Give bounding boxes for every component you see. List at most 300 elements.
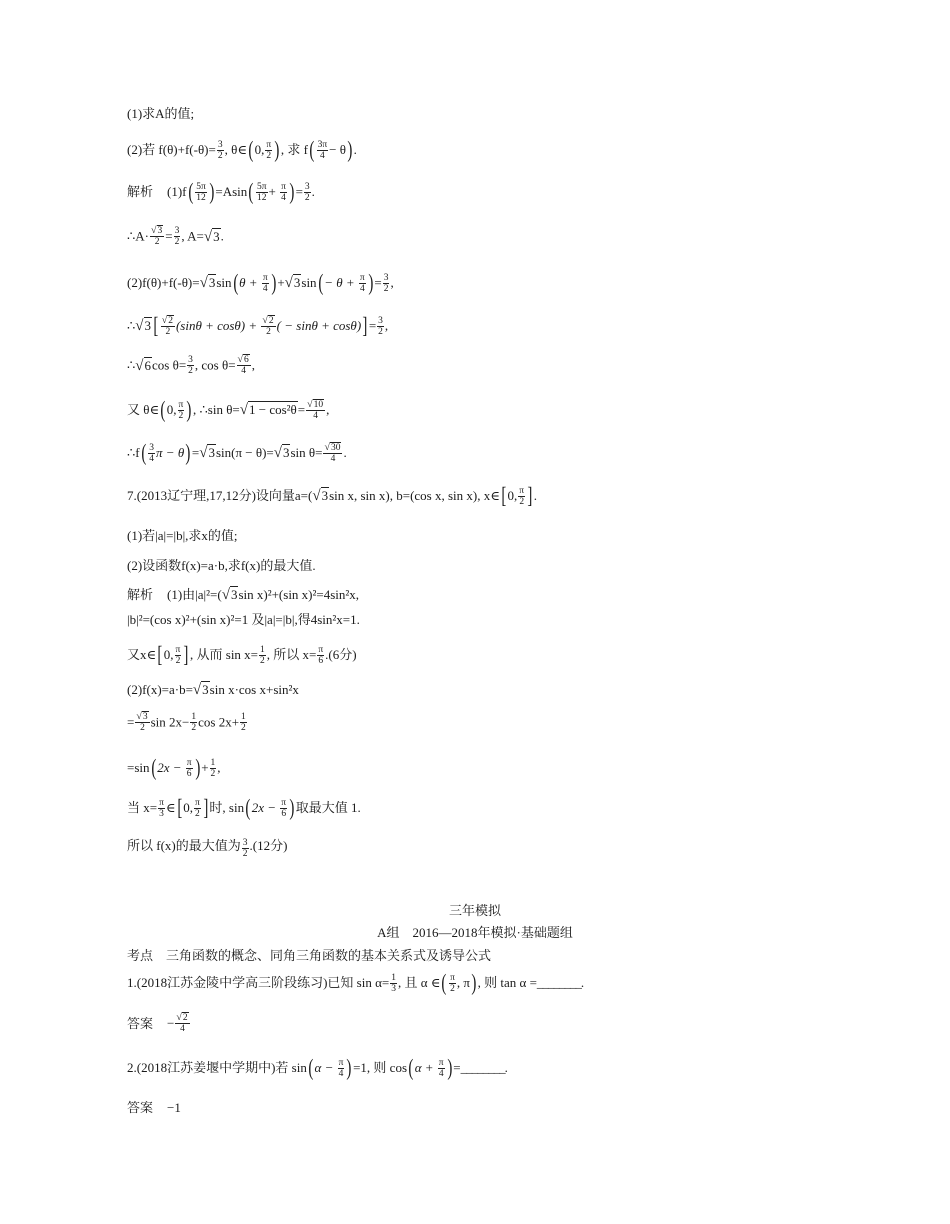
text-run: (2)若 f(θ)+f(-θ)=	[127, 142, 216, 157]
left-paren: (	[309, 137, 315, 162]
fraction	[317, 140, 329, 161]
text-run: , cos θ=	[194, 357, 236, 373]
p7-sol8	[127, 838, 287, 859]
radicand: 1 − cos²θ	[249, 402, 297, 417]
text-run: .	[533, 488, 538, 503]
radical-sign: √	[135, 357, 144, 374]
numerator: 3	[304, 181, 310, 192]
left-bracket: [	[157, 642, 163, 667]
text-run: , π	[456, 975, 470, 990]
text-run: sin 2x−	[150, 714, 190, 730]
text-run: α −	[314, 1060, 337, 1075]
fraction	[317, 645, 324, 666]
radical-sign: √	[176, 1012, 182, 1023]
numerator: π	[318, 644, 324, 655]
text-run: =	[374, 275, 382, 290]
numerator: π	[338, 1057, 344, 1068]
radical-sign: √	[151, 225, 157, 236]
left-paren: (	[187, 179, 193, 204]
text-run: .	[580, 975, 585, 990]
p7-part1: (1)若|a|=|b|,求x的值;	[127, 528, 238, 543]
text-run: , 从而 sin x=	[190, 647, 259, 662]
text-run: =	[191, 445, 200, 460]
fraction	[304, 182, 311, 203]
denominator: 2	[174, 237, 180, 247]
fraction	[259, 645, 266, 666]
text-run: =sin	[127, 760, 150, 775]
text-run: ,	[217, 760, 221, 775]
right-paren: )	[347, 137, 353, 162]
denominator: 2	[175, 655, 181, 666]
text-run: α +	[414, 1060, 437, 1075]
square-root	[204, 229, 221, 245]
right-paren: )	[446, 1055, 452, 1080]
numerator	[161, 316, 175, 326]
text-run: 7.(2013辽宁理,17,12分)设向量a=(	[127, 488, 313, 503]
left-paren: (	[248, 179, 254, 204]
square-root	[199, 445, 216, 461]
radical-sign: √	[135, 318, 144, 334]
p7-sol7	[127, 796, 361, 820]
fraction	[190, 712, 197, 733]
text-run: =1, 则 cos	[353, 1060, 408, 1075]
text-run: +	[201, 760, 209, 775]
p6-sol6	[127, 398, 329, 422]
text-run: .	[311, 184, 315, 199]
section-topic: 考点 三角函数的概念、同角三角函数的基本关系式及诱导公式	[127, 948, 492, 963]
denominator: 2	[241, 723, 246, 733]
text-run: ( − sinθ + cosθ)	[276, 318, 362, 333]
text-run: ∴	[127, 357, 136, 373]
numerator	[135, 712, 149, 722]
answer-blank: ________	[536, 975, 581, 990]
text-run: =	[165, 228, 173, 244]
text-run: 0,	[166, 402, 177, 417]
text-run: , 且 α ∈	[397, 975, 441, 990]
denominator: 4	[237, 365, 251, 376]
fraction	[148, 443, 155, 464]
left-paren: (	[150, 755, 156, 780]
text-run: =	[127, 714, 135, 730]
p6-sol2	[127, 226, 224, 247]
left-paren: (	[140, 440, 146, 465]
square-root	[135, 358, 152, 374]
denominator: 12	[196, 192, 206, 203]
fraction	[175, 645, 182, 666]
denominator: 4	[359, 283, 365, 294]
fraction	[194, 798, 201, 819]
radical-sign: √	[203, 228, 213, 245]
fraction	[261, 316, 275, 337]
numerator: 3	[217, 139, 223, 150]
text-run: , θ∈	[224, 142, 247, 157]
solution-label: 解析	[127, 587, 154, 602]
text-run: 又 θ∈	[127, 402, 160, 417]
text-run: −1	[167, 1100, 181, 1115]
radical-sign: √	[192, 682, 202, 698]
section-heading: 三年模拟	[448, 903, 501, 918]
radicand: 3	[293, 275, 301, 290]
text-run: .	[353, 142, 357, 157]
radicand: 3	[208, 275, 216, 290]
text-run: (1)由|a|²=(	[167, 587, 222, 602]
left-paren: (	[160, 397, 166, 422]
text-run: 2x −	[251, 800, 280, 815]
text-run: ,	[326, 402, 330, 417]
right-paren: )	[194, 755, 200, 780]
radical-sign: √	[136, 711, 142, 722]
denominator: 6	[318, 655, 324, 666]
fraction	[518, 486, 525, 507]
right-bracket: ]	[203, 795, 209, 820]
right-paren: )	[368, 270, 374, 295]
denominator: 4	[262, 283, 268, 294]
p7-sol6	[127, 756, 221, 780]
right-bracket: ]	[362, 313, 368, 338]
numerator: 1	[191, 712, 197, 722]
numerator: π	[519, 485, 525, 496]
text-run: ,	[384, 318, 389, 333]
p7-part2: (2)设函数f(x)=a·b,求f(x)的最大值.	[127, 558, 316, 573]
fraction	[377, 316, 384, 337]
right-paren: )	[274, 137, 280, 162]
answer-blank: ________	[460, 1060, 505, 1075]
fraction	[237, 355, 251, 376]
mock-q1-answer	[127, 1013, 191, 1034]
text-run: sin	[301, 275, 317, 290]
numerator: π	[266, 139, 272, 150]
text-run: ∴f	[127, 445, 140, 460]
p7-sol5	[127, 712, 248, 733]
text-run: sin x)²+(sin x)²=4sin²x,	[238, 587, 360, 602]
denominator: 2	[150, 236, 164, 247]
text-run: sin x, sin x), b=(cos x, sin x), x∈	[329, 488, 500, 503]
numerator	[261, 316, 275, 326]
fraction	[161, 316, 175, 337]
denominator: 2	[242, 849, 248, 859]
right-paren: )	[471, 970, 477, 995]
fraction	[187, 355, 194, 376]
fraction	[175, 1013, 189, 1034]
denominator: 4	[438, 1068, 444, 1079]
radical-sign: √	[199, 445, 208, 461]
mock-q2-stem	[127, 1056, 508, 1080]
fraction	[280, 798, 287, 819]
fraction	[359, 273, 366, 294]
denominator: 3	[159, 808, 164, 819]
radicand: 10	[313, 399, 324, 410]
mock-q2-answer	[127, 1100, 181, 1116]
text-run: 0,	[183, 800, 193, 815]
section-group: A组 2016—2018年模拟·基础题组	[377, 925, 573, 940]
radical-sign: √	[324, 441, 330, 453]
denominator: 2	[261, 326, 275, 337]
text-run: 2x −	[157, 760, 185, 775]
numerator	[150, 226, 164, 236]
radical-sign: √	[161, 314, 168, 326]
right-bracket: ]	[183, 642, 189, 667]
text-run: −	[167, 1015, 175, 1031]
right-paren: )	[270, 270, 276, 295]
fraction	[383, 273, 390, 294]
numerator: 1	[241, 712, 246, 722]
denominator: 4	[149, 453, 155, 464]
numerator: 1	[210, 757, 216, 768]
fraction	[186, 758, 193, 779]
square-root	[193, 682, 210, 698]
denominator: 2	[178, 410, 184, 421]
fraction	[323, 443, 342, 464]
square-root	[200, 275, 217, 291]
right-bracket: ]	[527, 483, 533, 508]
fraction	[135, 712, 149, 733]
numerator: 5π	[196, 181, 206, 192]
text-run: =	[368, 318, 377, 333]
text-run: .	[343, 445, 347, 460]
numerator: π	[262, 272, 268, 283]
text-run: (2)f(x)=a·b=	[127, 682, 193, 697]
text-run: sin	[216, 275, 232, 290]
p7-sol4	[127, 682, 299, 698]
text-run: , 求 f	[280, 142, 308, 157]
fraction	[280, 182, 287, 203]
fraction	[449, 973, 456, 994]
radicand: 3	[157, 226, 163, 236]
numerator: 5π	[256, 181, 267, 192]
radical-sign: √	[307, 398, 313, 410]
numerator: 3π	[317, 139, 328, 150]
text-run: ∈	[165, 800, 176, 815]
denominator: 2	[135, 722, 149, 733]
p7-sol1	[127, 587, 359, 603]
text-run: ,	[251, 357, 256, 373]
numerator: π	[359, 272, 365, 283]
text-run: .	[504, 1060, 508, 1075]
radicand: 3	[282, 445, 290, 460]
right-paren: )	[346, 1055, 352, 1080]
text-run: , 所以 x=	[266, 647, 317, 662]
fraction	[240, 712, 247, 733]
radicand: 3	[213, 228, 220, 244]
denominator: 2	[450, 983, 455, 994]
numerator: π	[186, 757, 192, 768]
square-root	[135, 318, 152, 334]
left-bracket: [	[153, 313, 159, 338]
radicand: 2	[182, 1013, 188, 1023]
left-paren: (	[308, 1055, 314, 1080]
numerator	[237, 355, 251, 365]
square-root	[312, 488, 329, 504]
numerator: π	[281, 181, 286, 192]
text-run: cos θ=	[152, 357, 187, 373]
denominator: 4	[323, 453, 342, 464]
denominator: 4	[317, 150, 329, 161]
left-paren: (	[317, 270, 323, 295]
p6-part2	[127, 138, 357, 162]
denominator: 4	[175, 1023, 189, 1034]
numerator: π	[178, 399, 184, 410]
text-run: =Asin	[215, 184, 248, 199]
text-run: (sinθ + cosθ) +	[175, 318, 261, 333]
text-run: +	[277, 275, 285, 290]
numerator: 3	[242, 838, 248, 848]
radicand: 3	[321, 488, 329, 503]
text-run: +	[268, 184, 280, 199]
text-run: .(12分)	[249, 838, 288, 853]
p6-part1: (1)求A的值;	[127, 106, 195, 121]
numerator: π	[438, 1057, 444, 1068]
mock-q1-stem	[127, 971, 584, 995]
fraction	[256, 182, 268, 203]
left-bracket: [	[501, 483, 507, 508]
fraction	[265, 140, 272, 161]
fraction	[217, 140, 224, 161]
radicand: 6	[144, 357, 152, 373]
fraction	[438, 1058, 445, 1079]
text-run: =	[453, 1060, 461, 1075]
solution-label: 解析	[127, 184, 154, 199]
denominator: 2	[188, 366, 193, 376]
numerator: 3	[149, 442, 155, 453]
radical-sign: √	[273, 445, 282, 461]
numerator: 3	[378, 315, 383, 326]
numerator: π	[194, 797, 200, 808]
text-run: =	[295, 184, 303, 199]
right-paren: )	[185, 440, 191, 465]
text-run: 又x∈	[127, 647, 157, 662]
denominator: 2	[194, 808, 200, 819]
denominator: 2	[260, 655, 265, 666]
text-run: 所以 f(x)的最大值为	[127, 838, 241, 853]
text-run: ,	[390, 275, 394, 290]
numerator: 3	[188, 355, 193, 365]
radical-sign: √	[262, 314, 268, 326]
fraction	[150, 226, 164, 247]
numerator	[323, 443, 342, 453]
fraction	[210, 758, 217, 779]
answer-label: 答案	[127, 1100, 154, 1115]
fraction	[338, 1058, 345, 1079]
fraction	[178, 400, 185, 421]
fraction	[306, 400, 325, 421]
denominator: 6	[281, 808, 287, 819]
left-paren: (	[245, 795, 251, 820]
radical-sign: √	[199, 275, 208, 291]
p6-sol3	[127, 271, 394, 295]
denominator: 3	[391, 984, 396, 994]
text-run: 0,	[507, 488, 518, 503]
left-paren: (	[232, 270, 238, 295]
text-run: cos 2x+	[198, 714, 240, 730]
radicand: 3	[230, 587, 238, 602]
square-root	[274, 445, 291, 461]
left-bracket: [	[176, 795, 182, 820]
square-root	[285, 275, 302, 291]
text-run: 取最大值 1.	[295, 800, 361, 815]
p6-sol5	[127, 355, 255, 376]
numerator: π	[159, 797, 164, 808]
radicand: 2	[268, 315, 274, 326]
numerator: 3	[174, 226, 180, 236]
text-run: , 则 tan α =	[477, 975, 537, 990]
radicand: 2	[168, 315, 173, 326]
denominator: 4	[338, 1068, 344, 1079]
left-paren: (	[441, 970, 447, 995]
text-run: (2)f(θ)+f(-θ)=	[127, 275, 200, 290]
denominator: 2	[304, 192, 310, 203]
fraction	[174, 226, 181, 247]
fraction	[158, 798, 165, 819]
numerator: 1	[260, 644, 265, 655]
denominator: 4	[306, 410, 325, 421]
fraction	[390, 973, 397, 994]
numerator	[306, 400, 325, 410]
answer-label: 答案	[127, 1015, 154, 1031]
text-run: 时, sin	[209, 800, 245, 815]
text-run: ∴	[127, 318, 136, 333]
denominator: 2	[519, 496, 525, 507]
right-paren: )	[186, 397, 192, 422]
p6-sol1	[127, 180, 315, 204]
text-run: 0,	[254, 142, 265, 157]
denominator: 2	[266, 150, 272, 161]
text-run: θ +	[239, 275, 261, 290]
numerator: 3	[383, 272, 389, 283]
denominator: 2	[383, 283, 389, 294]
denominator: 12	[256, 192, 267, 203]
p6-sol4	[127, 314, 388, 338]
radicand: 3	[202, 682, 209, 697]
radical-sign: √	[221, 587, 230, 603]
radical-sign: √	[284, 275, 293, 291]
numerator: 1	[391, 973, 396, 983]
radical-sign: √	[237, 354, 244, 365]
text-run: − θ +	[324, 275, 358, 290]
right-paren: )	[289, 795, 295, 820]
text-run: .	[220, 228, 224, 244]
numerator	[175, 1013, 189, 1023]
left-paren: (	[248, 137, 254, 162]
text-run: 1.(2018江苏金陵中学高三阶段练习)已知 sin α=	[127, 975, 390, 990]
square-root	[240, 402, 298, 418]
text-run: − θ	[329, 142, 346, 157]
denominator: 6	[186, 768, 192, 779]
p7-sol3	[127, 643, 357, 667]
square-root	[222, 587, 239, 603]
left-paren: (	[408, 1055, 414, 1080]
radicand: 3	[144, 318, 152, 333]
p7-sol2: |b|²=(cos x)²+(sin x)²=1 及|a|=|b|,得4sin²x=1.	[127, 612, 360, 627]
fraction	[195, 182, 207, 203]
fraction	[262, 273, 269, 294]
radicand: 6	[244, 355, 249, 365]
text-run: .(6分)	[325, 647, 357, 662]
numerator: π	[450, 972, 455, 983]
denominator: 2	[210, 768, 216, 779]
p7-stem	[127, 484, 537, 508]
text-run: sin θ=	[290, 445, 323, 460]
denominator: 2	[217, 150, 223, 161]
text-run: 0,	[163, 647, 174, 662]
denominator: 4	[281, 192, 286, 203]
text-run: (1)f	[167, 184, 187, 199]
right-paren: )	[209, 179, 215, 204]
text-run: 当 x=	[127, 800, 158, 815]
numerator: π	[175, 644, 181, 655]
text-run: =	[297, 402, 306, 417]
radical-sign: √	[239, 402, 248, 418]
denominator: 2	[161, 326, 175, 337]
